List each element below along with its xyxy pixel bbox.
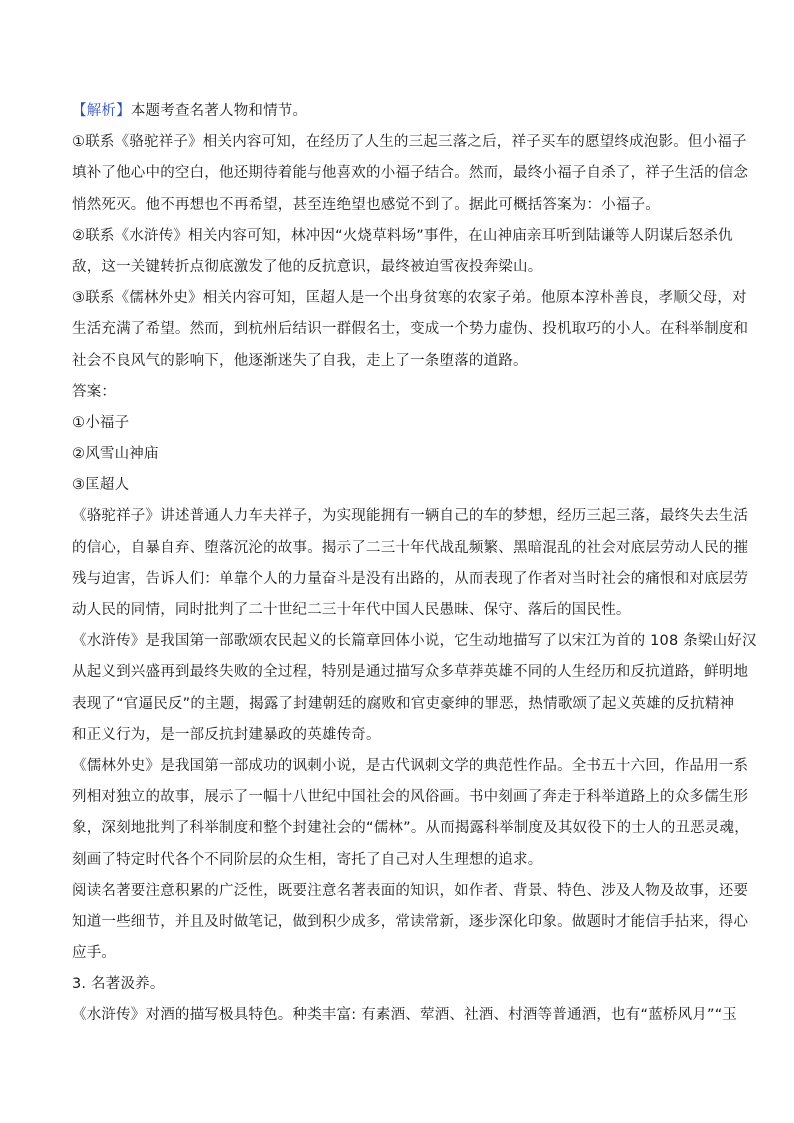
text-line: 残与迫害，告诉人们：单靠个人的力量奋斗是没有出路的，从而表现了作者对当时社会的痛恨和对底层劳 (72, 570, 749, 587)
text-line: 悄然死灭。他不再想也不再希望，甚至连绝望也感觉不到了。据此可概括答案为：小福子。 (72, 196, 660, 213)
section-heading: 3. 名著汲养。 (72, 976, 165, 993)
text-line: 列相对独立的故事，展示了一幅十八世纪中国社会的风俗画。书中刻画了奔走于科举道路上的众多儒生形 (72, 789, 749, 806)
text-line: 阅读名著要注意积累的广泛性，既要注意名著表面的知识，如作者、背景、特色、涉及人物及故事，还要 (72, 882, 749, 899)
answer-item: ②风雪山神庙 (72, 446, 159, 463)
text-line: ①联系《骆驼祥子》相关内容可知，在经历了人生的三起三落之后，祥子买车的愿望终成泡影。但小福子 (72, 134, 747, 151)
text-line: ②联系《水浒传》相关内容可知，林冲因“火烧草料场”事件，在山神庙亲耳听到陆谦等人阴谋后怒杀仇 (72, 227, 733, 244)
text-line: 《水浒传》对酒的描写极具特色。种类丰富: 有素酒、荤酒、社酒、村酒等普通酒，也有“蓝桥风月”“玉 (72, 1007, 738, 1024)
text-line: 填补了他心中的空白，他还期待着能与他喜欢的小福子结合。然而，最终小福子自杀了，祥子生活的信念 (72, 165, 749, 182)
text-line: 《骆驼祥子》讲述普通人力车夫祥子，为实现能拥有一辆自己的车的梦想，经历三起三落，最终失去生活 (72, 508, 749, 525)
text-line: 象，深刻地批判了科举制度和整个封建社会的“儒林”。从而揭露科举制度及其奴役下的士人的丑恶灵魂， (72, 820, 749, 837)
text-line: 敌，这一关键转折点彻底激发了他的反抗意识，最终被迫雪夜投奔梁山。 (72, 258, 543, 275)
document-page (72, 96, 757, 1032)
text-line: ③联系《儒林外史》相关内容可知，匡超人是一个出身贫寒的农家子弟。他原本淳朴善良，孝顺父母，对 (72, 290, 747, 307)
analysis-tag: 【解析】 (72, 103, 131, 119)
text-line: 刻画了特定时代各个不同阶层的众生相，寄托了自己对人生理想的追求。 (72, 851, 543, 868)
answer-item: ③匡超人 (72, 477, 130, 494)
text-line: 从起义到兴盛再到最终失败的全过程，特别是通过描写众多草莽英雄不同的人生经历和反抗道路，鲜明地 (72, 664, 749, 681)
analysis-heading (72, 96, 724, 127)
text-line: 《水浒传》是我国第一部歌颂农民起义的长篇章回体小说，它生动地描写了以宋江为首的 108 条梁山好汉 (72, 633, 757, 650)
text-line: 和正义行为，是一部反抗封建暴政的英雄传奇。 (72, 726, 381, 743)
text-line: 知道一些细节，并且及时做笔记，做到积少成多，常读常新，逐步深化印象。做题时才能信手拈来，得心 (72, 913, 749, 930)
analysis-intro: 本题考查名著人物和情节。 (130, 103, 308, 119)
text-line: 生活充满了希望。然而，到杭州后结识一群假名士，变成一个势力虚伪、投机取巧的小人。在科举制度和 (72, 321, 749, 338)
text-line: 应手。 (72, 945, 117, 962)
text-line: 动人民的同情，同时批判了二十世纪二三十年代中国人民愚昧、保守、落后的国民性。 (72, 602, 631, 618)
text-line: 《儒林外史》是我国第一部成功的讽刺小说，是古代讽刺文学的典范性作品。全书五十六回，作品用一系 (72, 757, 749, 774)
text-line: 表现了“官逼民反”的主题，揭露了封建朝廷的腐败和官吏豪绅的罪恶，热情歌颂了起义英雄的反抗精神 (72, 695, 735, 712)
text-line: 的信心，自暴自弃、堕落沉沦的故事。揭示了二三十年代战乱频繁、黑暗混乱的社会对底层劳动人民的摧 (72, 539, 749, 556)
answer-label: 答案： (72, 383, 117, 400)
answer-item: ①小福子 (72, 414, 130, 431)
text-line: 社会不良风气的影响下，他逐渐迷失了自我，走上了一条堕落的道路。 (72, 352, 528, 369)
